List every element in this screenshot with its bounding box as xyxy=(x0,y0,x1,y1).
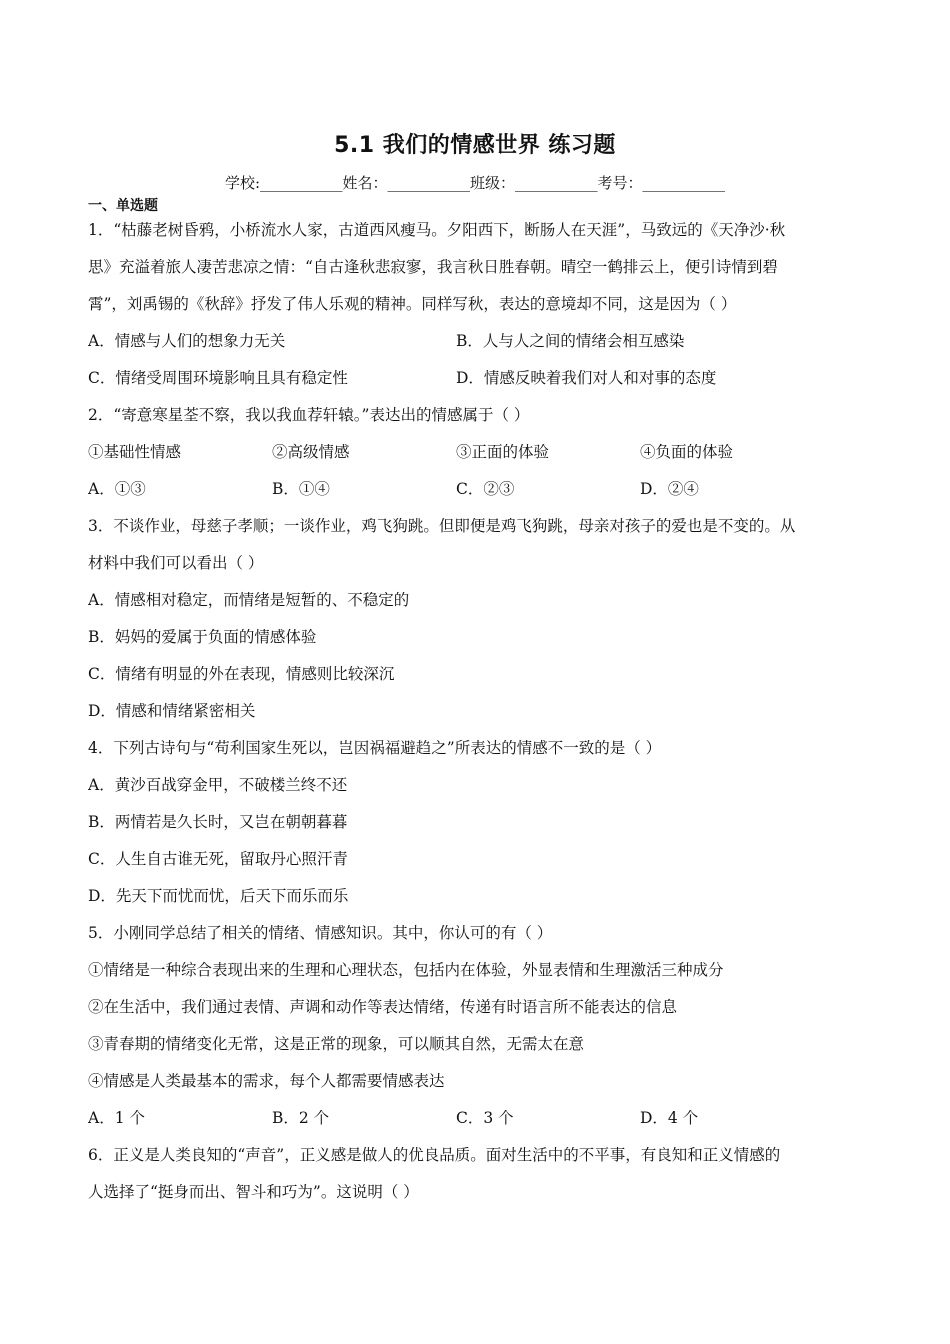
section-heading: 一、单选题 xyxy=(88,198,158,214)
statement-item: ②高级情感 xyxy=(272,443,350,461)
option-row xyxy=(88,360,858,397)
question-5 xyxy=(88,915,858,1137)
option-b[interactable]: B．妈妈的爱属于负面的情感体验 xyxy=(88,628,317,646)
option-a[interactable]: A．1 个 xyxy=(88,1109,145,1127)
question-stem-line: 4．下列古诗句与“苟利国家生死以，岂因祸福避趋之”所表达的情感不一致的是（ ） xyxy=(88,739,662,757)
option-b[interactable]: B．①④ xyxy=(272,480,330,498)
option-d[interactable]: D．情感反映着我们对人和对事的态度 xyxy=(456,369,717,387)
option-b[interactable]: B．两情若是久长时，又岂在朝朝暮暮 xyxy=(88,813,348,831)
statement-item: ③正面的体验 xyxy=(456,443,550,461)
statement-item: ④负面的体验 xyxy=(640,443,734,461)
question-2 xyxy=(88,397,858,508)
statement-item: ②在生活中，我们通过表情、声调和动作等表达情绪，传递有时语言所不能表达的信息 xyxy=(88,998,678,1016)
question-list xyxy=(88,212,858,1211)
question-stem-line: 5．小刚同学总结了相关的情绪、情感知识。其中，你认可的有（ ） xyxy=(88,924,553,942)
question-stem-line: 6．正义是人类良知的“声音”，正义感是做人的优良品质。面对生活中的不平事，有良知和正义情感的 xyxy=(88,1146,781,1164)
option-a[interactable]: A．情感与人们的想象力无关 xyxy=(88,332,286,350)
question-stem-line: 人选择了“挺身而出、智斗和巧为”。这说明（ ） xyxy=(88,1183,419,1201)
option-c[interactable]: C．人生自古谁无死，留取丹心照汗青 xyxy=(88,850,348,868)
student-info-line: 学校:___________姓名：___________班级：___________考号：___________ xyxy=(224,174,726,192)
option-c[interactable]: C．情绪受周围环境影响且具有稳定性 xyxy=(88,369,348,387)
question-stem-line: 材料中我们可以看出（ ） xyxy=(88,554,264,572)
option-c[interactable]: C．3 个 xyxy=(456,1109,514,1127)
option-d[interactable]: D．情感和情绪紧密相关 xyxy=(88,702,256,720)
page-title: 5.1 我们的情感世界 练习题 xyxy=(334,133,616,158)
question-stem-line: 思》充溢着旅人凄苦悲凉之情：“自古逢秋悲寂寥，我言秋日胜春朝。晴空一鹤排云上，便引诗情到碧 xyxy=(88,258,778,276)
option-b[interactable]: B．2 个 xyxy=(272,1109,330,1127)
question-6 xyxy=(88,1137,858,1211)
question-stem-line: 2．“寄意寒星荃不察，我以我血荐轩辕。”表达出的情感属于（ ） xyxy=(88,406,530,424)
question-stem-line: 霄”，刘禹锡的《秋辞》抒发了伟人乐观的精神。同样写秋，表达的意境却不同，这是因为（ ） xyxy=(88,295,737,313)
statement-item: ③青春期的情绪变化无常，这是正常的现象，可以顺其自然，无需太在意 xyxy=(88,1035,585,1053)
option-b[interactable]: B．人与人之间的情绪会相互感染 xyxy=(456,332,685,350)
option-row xyxy=(88,323,858,360)
statement-item: ①基础性情感 xyxy=(88,443,182,461)
option-row xyxy=(88,471,858,508)
option-a[interactable]: A．①③ xyxy=(88,480,146,498)
question-4 xyxy=(88,730,858,915)
question-stem-line: 1．“枯藤老树昏鸦，小桥流水人家，古道西风瘦马。夕阳西下，断肠人在天涯”，马致远的《天净沙·秋 xyxy=(88,221,786,239)
option-c[interactable]: C．②③ xyxy=(456,480,515,498)
statement-item: ④情感是人类最基本的需求，每个人都需要情感表达 xyxy=(88,1072,445,1090)
question-1 xyxy=(88,212,858,397)
statement-row xyxy=(88,434,858,471)
option-d[interactable]: D．先天下而忧而忧，后天下而乐而乐 xyxy=(88,887,349,905)
option-d[interactable]: D．4 个 xyxy=(640,1109,699,1127)
option-row xyxy=(88,1100,858,1137)
option-a[interactable]: A．黄沙百战穿金甲，不破楼兰终不还 xyxy=(88,776,348,794)
option-c[interactable]: C．情绪有明显的外在表现，情感则比较深沉 xyxy=(88,665,395,683)
statement-item: ①情绪是一种综合表现出来的生理和心理状态，包括内在体验，外显表情和生理激活三种成分 xyxy=(88,961,724,979)
option-a[interactable]: A．情感相对稳定，而情绪是短暂的、不稳定的 xyxy=(88,591,410,609)
option-d[interactable]: D．②④ xyxy=(640,480,699,498)
question-3 xyxy=(88,508,858,730)
question-stem-line: 3．不谈作业，母慈子孝顺；一谈作业，鸡飞狗跳。但即便是鸡飞狗跳，母亲对孩子的爱也是不变的。从 xyxy=(88,517,796,535)
